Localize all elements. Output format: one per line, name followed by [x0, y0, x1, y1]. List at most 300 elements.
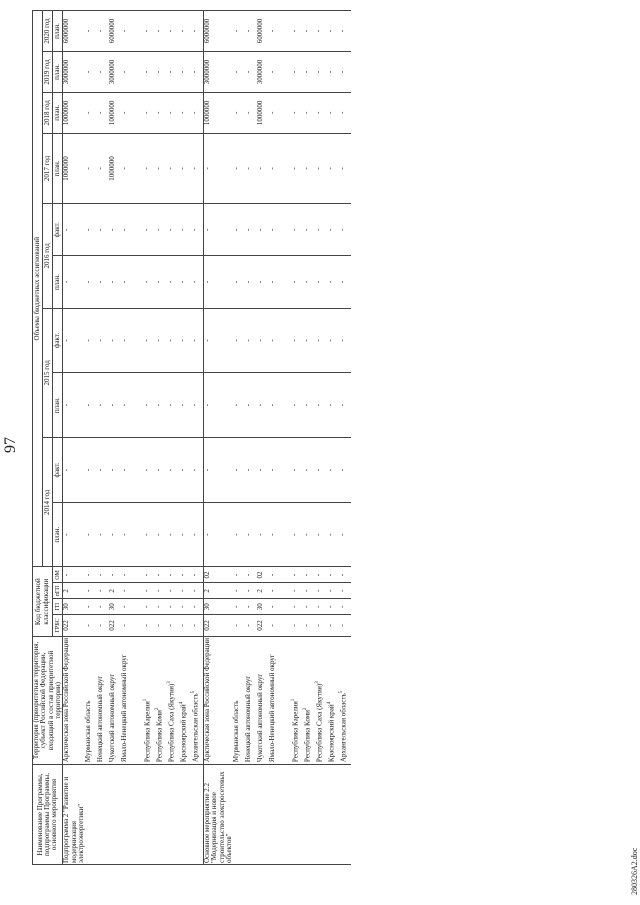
footnote-mark: 5: [339, 690, 345, 694]
volume-value-cell: -: [269, 11, 291, 52]
table-row: [291, 11, 303, 865]
budget-code-cell: -: [97, 583, 109, 599]
volume-value-cell: -: [233, 308, 245, 373]
volume-value-cell: -: [245, 11, 257, 52]
program-name-cell: [155, 765, 167, 865]
volume-value-cell: -: [179, 204, 191, 256]
volume-value-cell: -: [203, 438, 233, 503]
volume-value-cell: -: [85, 52, 97, 93]
program-name-cell: [97, 765, 109, 865]
budget-code-cell: -: [167, 599, 179, 615]
budget-code-cell: -: [85, 615, 97, 637]
header-plan: план.: [53, 92, 63, 133]
footnote-mark: 1: [143, 698, 149, 702]
volume-value-cell: -: [155, 133, 167, 203]
budget-code-cell: 2: [257, 583, 269, 599]
volume-value-cell: -: [303, 502, 315, 567]
footnote-mark: 2: [303, 707, 309, 711]
volume-value-cell: -: [291, 373, 303, 438]
budget-code-cell: -: [303, 583, 315, 599]
budget-code-cell: -: [97, 567, 109, 583]
volume-value-cell: -: [63, 502, 86, 567]
header-year: 2016 год: [43, 204, 53, 308]
table-body: [63, 11, 351, 865]
volume-value-cell: -: [315, 133, 327, 203]
volume-value-cell: 1000000: [203, 92, 233, 133]
budget-code-cell: -: [121, 599, 143, 615]
volume-value-cell: -: [85, 308, 97, 373]
volume-value-cell: -: [155, 438, 167, 503]
volume-value-cell: -: [339, 308, 351, 373]
volume-value-cell: -: [327, 204, 339, 256]
volume-value-cell: -: [97, 52, 109, 93]
volume-value-cell: -: [327, 438, 339, 503]
territory-cell: [269, 636, 291, 764]
budget-code-cell: -: [233, 599, 245, 615]
volume-value-cell: -: [121, 52, 143, 93]
volume-value-cell: -: [203, 373, 233, 438]
footnote-mark: 3: [315, 681, 321, 684]
volume-value-cell: -: [291, 52, 303, 93]
territory-label: Ненецкий автономный округ: [96, 675, 105, 763]
volume-value-cell: -: [291, 11, 303, 52]
budget-code-cell: -: [179, 583, 191, 599]
volume-value-cell: -: [63, 308, 86, 373]
volume-value-cell: -: [327, 308, 339, 373]
header-name: Наименование Программы, подпрограммы Программы, основного мероприятия: [33, 765, 63, 865]
volume-value-cell: -: [191, 308, 203, 373]
volume-value-cell: -: [121, 256, 143, 308]
volume-value-cell: -: [315, 92, 327, 133]
volume-value-cell: -: [257, 502, 269, 567]
volume-value-cell: -: [121, 373, 143, 438]
budget-code-cell: -: [97, 599, 109, 615]
volume-value-cell: -: [327, 133, 339, 203]
volume-value-cell: -: [203, 204, 233, 256]
volume-value-cell: -: [191, 502, 203, 567]
volume-value-cell: -: [327, 256, 339, 308]
budget-code-cell: -: [179, 599, 191, 615]
volume-value-cell: 1000000: [109, 92, 121, 133]
program-name-cell: [327, 765, 339, 865]
budget-code-cell: -: [143, 615, 155, 637]
volume-value-cell: -: [269, 133, 291, 203]
volume-value-cell: -: [303, 133, 315, 203]
header-fact: факт.: [53, 438, 63, 503]
volume-value-cell: -: [291, 256, 303, 308]
volume-value-cell: -: [269, 204, 291, 256]
volume-value-cell: -: [291, 92, 303, 133]
volume-value-cell: -: [269, 52, 291, 93]
volume-value-cell: -: [143, 308, 155, 373]
volume-value-cell: -: [179, 256, 191, 308]
volume-value-cell: -: [121, 11, 143, 52]
territory-label: Ямало-Ненецкий автономный округ: [268, 654, 277, 763]
territory-cell: [191, 636, 203, 764]
volume-value-cell: -: [203, 308, 233, 373]
territory-label: Чукотский автономный округ: [108, 673, 117, 763]
table-row: [155, 11, 167, 865]
volume-value-cell: -: [315, 204, 327, 256]
table-row: [327, 11, 339, 865]
volume-value-cell: -: [97, 502, 109, 567]
program-name-cell: [257, 765, 269, 865]
volume-value-cell: -: [85, 204, 97, 256]
volume-value-cell: -: [97, 11, 109, 52]
volume-value-cell: -: [143, 438, 155, 503]
volume-value-cell: -: [327, 373, 339, 438]
volume-value-cell: -: [63, 438, 86, 503]
volume-value-cell: -: [315, 438, 327, 503]
volume-value-cell: -: [291, 133, 303, 203]
volume-value-cell: 1000000: [109, 133, 121, 203]
table-row: [269, 11, 291, 865]
volume-value-cell: -: [121, 92, 143, 133]
footnote-mark: 1: [291, 698, 297, 702]
volume-value-cell: 6000000: [63, 11, 86, 52]
budget-code-cell: -: [269, 599, 291, 615]
volume-value-cell: -: [167, 11, 179, 52]
volume-value-cell: -: [121, 502, 143, 567]
volume-value-cell: -: [245, 308, 257, 373]
territory-label: Республика Саха (Якутия): [315, 683, 324, 763]
volume-value-cell: -: [269, 92, 291, 133]
header-plan: план.: [53, 502, 63, 567]
budget-code-cell: 02: [257, 567, 269, 583]
volume-value-cell: -: [339, 204, 351, 256]
table-row: [167, 11, 179, 865]
budget-code-cell: -: [121, 615, 143, 637]
budget-code-cell: -: [167, 615, 179, 637]
volume-value-cell: -: [109, 256, 121, 308]
territory-cell: [291, 636, 303, 764]
program-name-cell: Подпрограмма 2 "Развитие и модернизация электроэнергетики": [63, 765, 86, 865]
volume-value-cell: -: [143, 52, 155, 93]
header-year: 2014 год: [43, 438, 53, 567]
volume-value-cell: -: [179, 52, 191, 93]
volume-value-cell: -: [291, 502, 303, 567]
budget-code-cell: -: [167, 567, 179, 583]
budget-code-cell: 30: [257, 599, 269, 615]
volume-value-cell: -: [179, 373, 191, 438]
budget-code-cell: -: [315, 567, 327, 583]
volume-value-cell: -: [233, 52, 245, 93]
budget-code-cell: -: [191, 583, 203, 599]
territory-label: Ненецкий автономный округ: [244, 675, 253, 763]
budget-code-cell: -: [191, 615, 203, 637]
budget-code-cell: -: [85, 583, 97, 599]
volume-value-cell: -: [155, 204, 167, 256]
budget-code-cell: -: [245, 615, 257, 637]
territory-cell: [167, 636, 179, 764]
volume-value-cell: -: [269, 308, 291, 373]
volume-value-cell: -: [179, 438, 191, 503]
budget-code-cell: -: [327, 599, 339, 615]
budget-code-cell: -: [315, 615, 327, 637]
volume-value-cell: -: [203, 133, 233, 203]
table-row: [303, 11, 315, 865]
budget-code-cell: -: [63, 567, 86, 583]
volume-value-cell: -: [245, 92, 257, 133]
budget-code-cell: -: [155, 583, 167, 599]
volume-value-cell: -: [291, 438, 303, 503]
volume-value-cell: -: [155, 373, 167, 438]
program-name-cell: [233, 765, 245, 865]
volume-value-cell: -: [143, 11, 155, 52]
header-plan: план.: [53, 133, 63, 203]
volume-value-cell: -: [167, 92, 179, 133]
volume-value-cell: -: [339, 502, 351, 567]
volume-value-cell: -: [327, 52, 339, 93]
volume-value-cell: 3000000: [109, 52, 121, 93]
volume-value-cell: -: [339, 92, 351, 133]
volume-value-cell: -: [303, 52, 315, 93]
territory-label: Архангельская область: [339, 693, 348, 763]
budget-code-cell: -: [339, 615, 351, 637]
volume-value-cell: -: [315, 11, 327, 52]
territory-label: Красноярский край: [179, 704, 188, 763]
budget-code-cell: -: [121, 583, 143, 599]
header-year: 2015 год: [43, 308, 53, 437]
volume-value-cell: -: [167, 52, 179, 93]
footnote-mark: 5: [191, 690, 197, 694]
volume-value-cell: -: [109, 438, 121, 503]
volume-value-cell: -: [339, 52, 351, 93]
budget-code-cell: -: [269, 567, 291, 583]
volume-value-cell: -: [155, 502, 167, 567]
volume-value-cell: -: [85, 133, 97, 203]
volume-value-cell: -: [143, 204, 155, 256]
volume-value-cell: 3000000: [203, 52, 233, 93]
volume-value-cell: -: [327, 92, 339, 133]
volume-value-cell: -: [85, 11, 97, 52]
volume-value-cell: -: [121, 204, 143, 256]
volume-value-cell: -: [203, 502, 233, 567]
volume-value-cell: -: [303, 204, 315, 256]
volume-value-cell: -: [167, 204, 179, 256]
budget-code-cell: -: [233, 567, 245, 583]
header-fact: факт.: [53, 308, 63, 373]
header-year: 2018 год: [43, 92, 53, 133]
volume-value-cell: -: [245, 373, 257, 438]
budget-code-cell: 30: [63, 599, 86, 615]
volume-value-cell: -: [179, 308, 191, 373]
budget-code-cell: -: [339, 567, 351, 583]
budget-code-cell: 30: [203, 599, 233, 615]
budget-code-cell: -: [303, 615, 315, 637]
volume-value-cell: -: [233, 92, 245, 133]
volume-value-cell: -: [303, 11, 315, 52]
budget-code-cell: -: [233, 583, 245, 599]
volume-value-cell: -: [143, 256, 155, 308]
territory-cell: [339, 636, 351, 764]
budget-code-cell: -: [97, 615, 109, 637]
footnote-mark: 3: [167, 681, 173, 684]
volume-value-cell: -: [97, 438, 109, 503]
header-year: 2019 год: [43, 52, 53, 93]
volume-value-cell: -: [339, 133, 351, 203]
territory-cell: [143, 636, 155, 764]
volume-value-cell: -: [143, 373, 155, 438]
volume-value-cell: -: [269, 256, 291, 308]
volume-value-cell: -: [179, 133, 191, 203]
header-territory: Территория (приоритетная территория, субъект Российской Федерации, входящий в состав приоритетной территории): [33, 636, 63, 764]
budget-code-cell: -: [155, 599, 167, 615]
header-code-om: ОМ: [53, 567, 63, 583]
volume-value-cell: -: [233, 502, 245, 567]
volume-value-cell: -: [191, 92, 203, 133]
volume-value-cell: -: [203, 256, 233, 308]
volume-value-cell: 6000000: [203, 11, 233, 52]
territory-cell: [155, 636, 167, 764]
volume-value-cell: -: [191, 256, 203, 308]
program-name-cell: Основное мероприятие 2.2 "Модернизация и новое строительство электросетевых объектов": [203, 765, 233, 865]
volume-value-cell: -: [85, 256, 97, 308]
budget-code-cell: -: [143, 583, 155, 599]
budget-code-cell: -: [191, 599, 203, 615]
volume-value-cell: 1000000: [63, 92, 86, 133]
territory-label: Республика Саха (Якутия): [167, 683, 176, 763]
volume-value-cell: -: [191, 11, 203, 52]
volume-value-cell: 3000000: [63, 52, 86, 93]
volume-value-cell: -: [303, 438, 315, 503]
territory-cell: [63, 636, 86, 764]
budget-code-cell: -: [315, 599, 327, 615]
volume-value-cell: -: [233, 256, 245, 308]
budget-code-cell: -: [339, 599, 351, 615]
volume-value-cell: -: [257, 373, 269, 438]
table-row: [203, 11, 233, 865]
header-budget-code: Код бюджетной классификации: [33, 567, 53, 636]
territory-label: Арктическая зона Российской Федерации: [202, 637, 211, 763]
territory-label: Чукотский автономный округ: [256, 673, 265, 763]
volume-value-cell: -: [155, 52, 167, 93]
volume-value-cell: -: [269, 502, 291, 567]
table-row: [63, 11, 86, 865]
program-name-cell: [143, 765, 155, 865]
territory-label: Республика Карелия: [291, 701, 300, 763]
volume-value-cell: -: [233, 438, 245, 503]
territory-label: Мурманская область: [232, 700, 241, 763]
header-plan: план.: [53, 11, 63, 52]
program-name-cell: [291, 765, 303, 865]
volume-value-cell: -: [257, 133, 269, 203]
volume-value-cell: -: [315, 52, 327, 93]
header-code-gp: ГП: [53, 599, 63, 615]
budget-code-cell: -: [303, 599, 315, 615]
volume-value-cell: -: [303, 92, 315, 133]
header-year: 2020 год: [43, 11, 53, 52]
budget-code-cell: 02: [203, 567, 233, 583]
budget-code-cell: -: [109, 567, 121, 583]
header-plan: план.: [53, 256, 63, 308]
budget-code-cell: 022: [109, 615, 121, 637]
footnote-mark: 4: [179, 701, 185, 705]
budget-code-cell: 2: [203, 583, 233, 599]
budget-code-cell: -: [291, 583, 303, 599]
territory-label: Мурманская область: [84, 700, 93, 763]
volume-value-cell: -: [191, 373, 203, 438]
budget-code-cell: 2: [109, 583, 121, 599]
budget-code-cell: 2: [63, 583, 86, 599]
budget-code-cell: -: [245, 599, 257, 615]
volume-value-cell: -: [143, 133, 155, 203]
volume-value-cell: -: [109, 373, 121, 438]
volume-value-cell: -: [179, 502, 191, 567]
volume-value-cell: -: [97, 92, 109, 133]
volume-value-cell: -: [291, 308, 303, 373]
budget-code-cell: -: [179, 615, 191, 637]
volume-value-cell: -: [303, 373, 315, 438]
territory-label: Республика Коми: [303, 710, 312, 763]
budget-code-cell: -: [291, 599, 303, 615]
territory-cell: [303, 636, 315, 764]
volume-value-cell: -: [155, 11, 167, 52]
territory-cell: [327, 636, 339, 764]
volume-value-cell: -: [109, 204, 121, 256]
volume-value-cell: -: [269, 373, 291, 438]
budget-code-cell: -: [167, 583, 179, 599]
volume-value-cell: -: [155, 256, 167, 308]
volume-value-cell: -: [245, 502, 257, 567]
volume-value-cell: 3000000: [257, 52, 269, 93]
header-code-pgp: пГП: [53, 583, 63, 599]
volume-value-cell: -: [303, 256, 315, 308]
header-plan: план.: [53, 373, 63, 438]
volume-value-cell: -: [143, 502, 155, 567]
volume-value-cell: -: [179, 11, 191, 52]
volume-value-cell: -: [245, 256, 257, 308]
budget-code-cell: 022: [203, 615, 233, 637]
volume-value-cell: -: [97, 204, 109, 256]
header-year: 2017 год: [43, 133, 53, 203]
volume-value-cell: -: [257, 438, 269, 503]
program-name-cell: [85, 765, 97, 865]
territory-label: Архангельская область: [191, 693, 200, 763]
volume-value-cell: -: [121, 438, 143, 503]
volume-value-cell: -: [97, 133, 109, 203]
volume-value-cell: -: [245, 52, 257, 93]
budget-code-cell: -: [245, 583, 257, 599]
volume-value-cell: -: [63, 204, 86, 256]
volume-value-cell: -: [233, 373, 245, 438]
volume-value-cell: -: [109, 308, 121, 373]
volume-value-cell: -: [245, 204, 257, 256]
territory-label: Красноярский край: [327, 704, 336, 763]
volume-value-cell: -: [179, 92, 191, 133]
table-row: [339, 11, 351, 865]
volume-value-cell: -: [339, 256, 351, 308]
volume-value-cell: -: [303, 308, 315, 373]
volume-value-cell: -: [315, 373, 327, 438]
volume-value-cell: -: [315, 502, 327, 567]
volume-value-cell: -: [257, 308, 269, 373]
budget-code-cell: -: [245, 567, 257, 583]
program-name-cell: [167, 765, 179, 865]
volume-value-cell: -: [167, 502, 179, 567]
budget-code-cell: 022: [63, 615, 86, 637]
budget-code-cell: -: [233, 615, 245, 637]
volume-value-cell: -: [339, 438, 351, 503]
budget-code-cell: -: [85, 599, 97, 615]
budget-code-cell: -: [269, 615, 291, 637]
budget-code-cell: -: [143, 599, 155, 615]
volume-value-cell: -: [63, 256, 86, 308]
budget-code-cell: -: [155, 567, 167, 583]
volume-value-cell: -: [97, 373, 109, 438]
budget-code-cell: -: [339, 583, 351, 599]
header-code-grbs: ГРБС: [53, 615, 63, 637]
